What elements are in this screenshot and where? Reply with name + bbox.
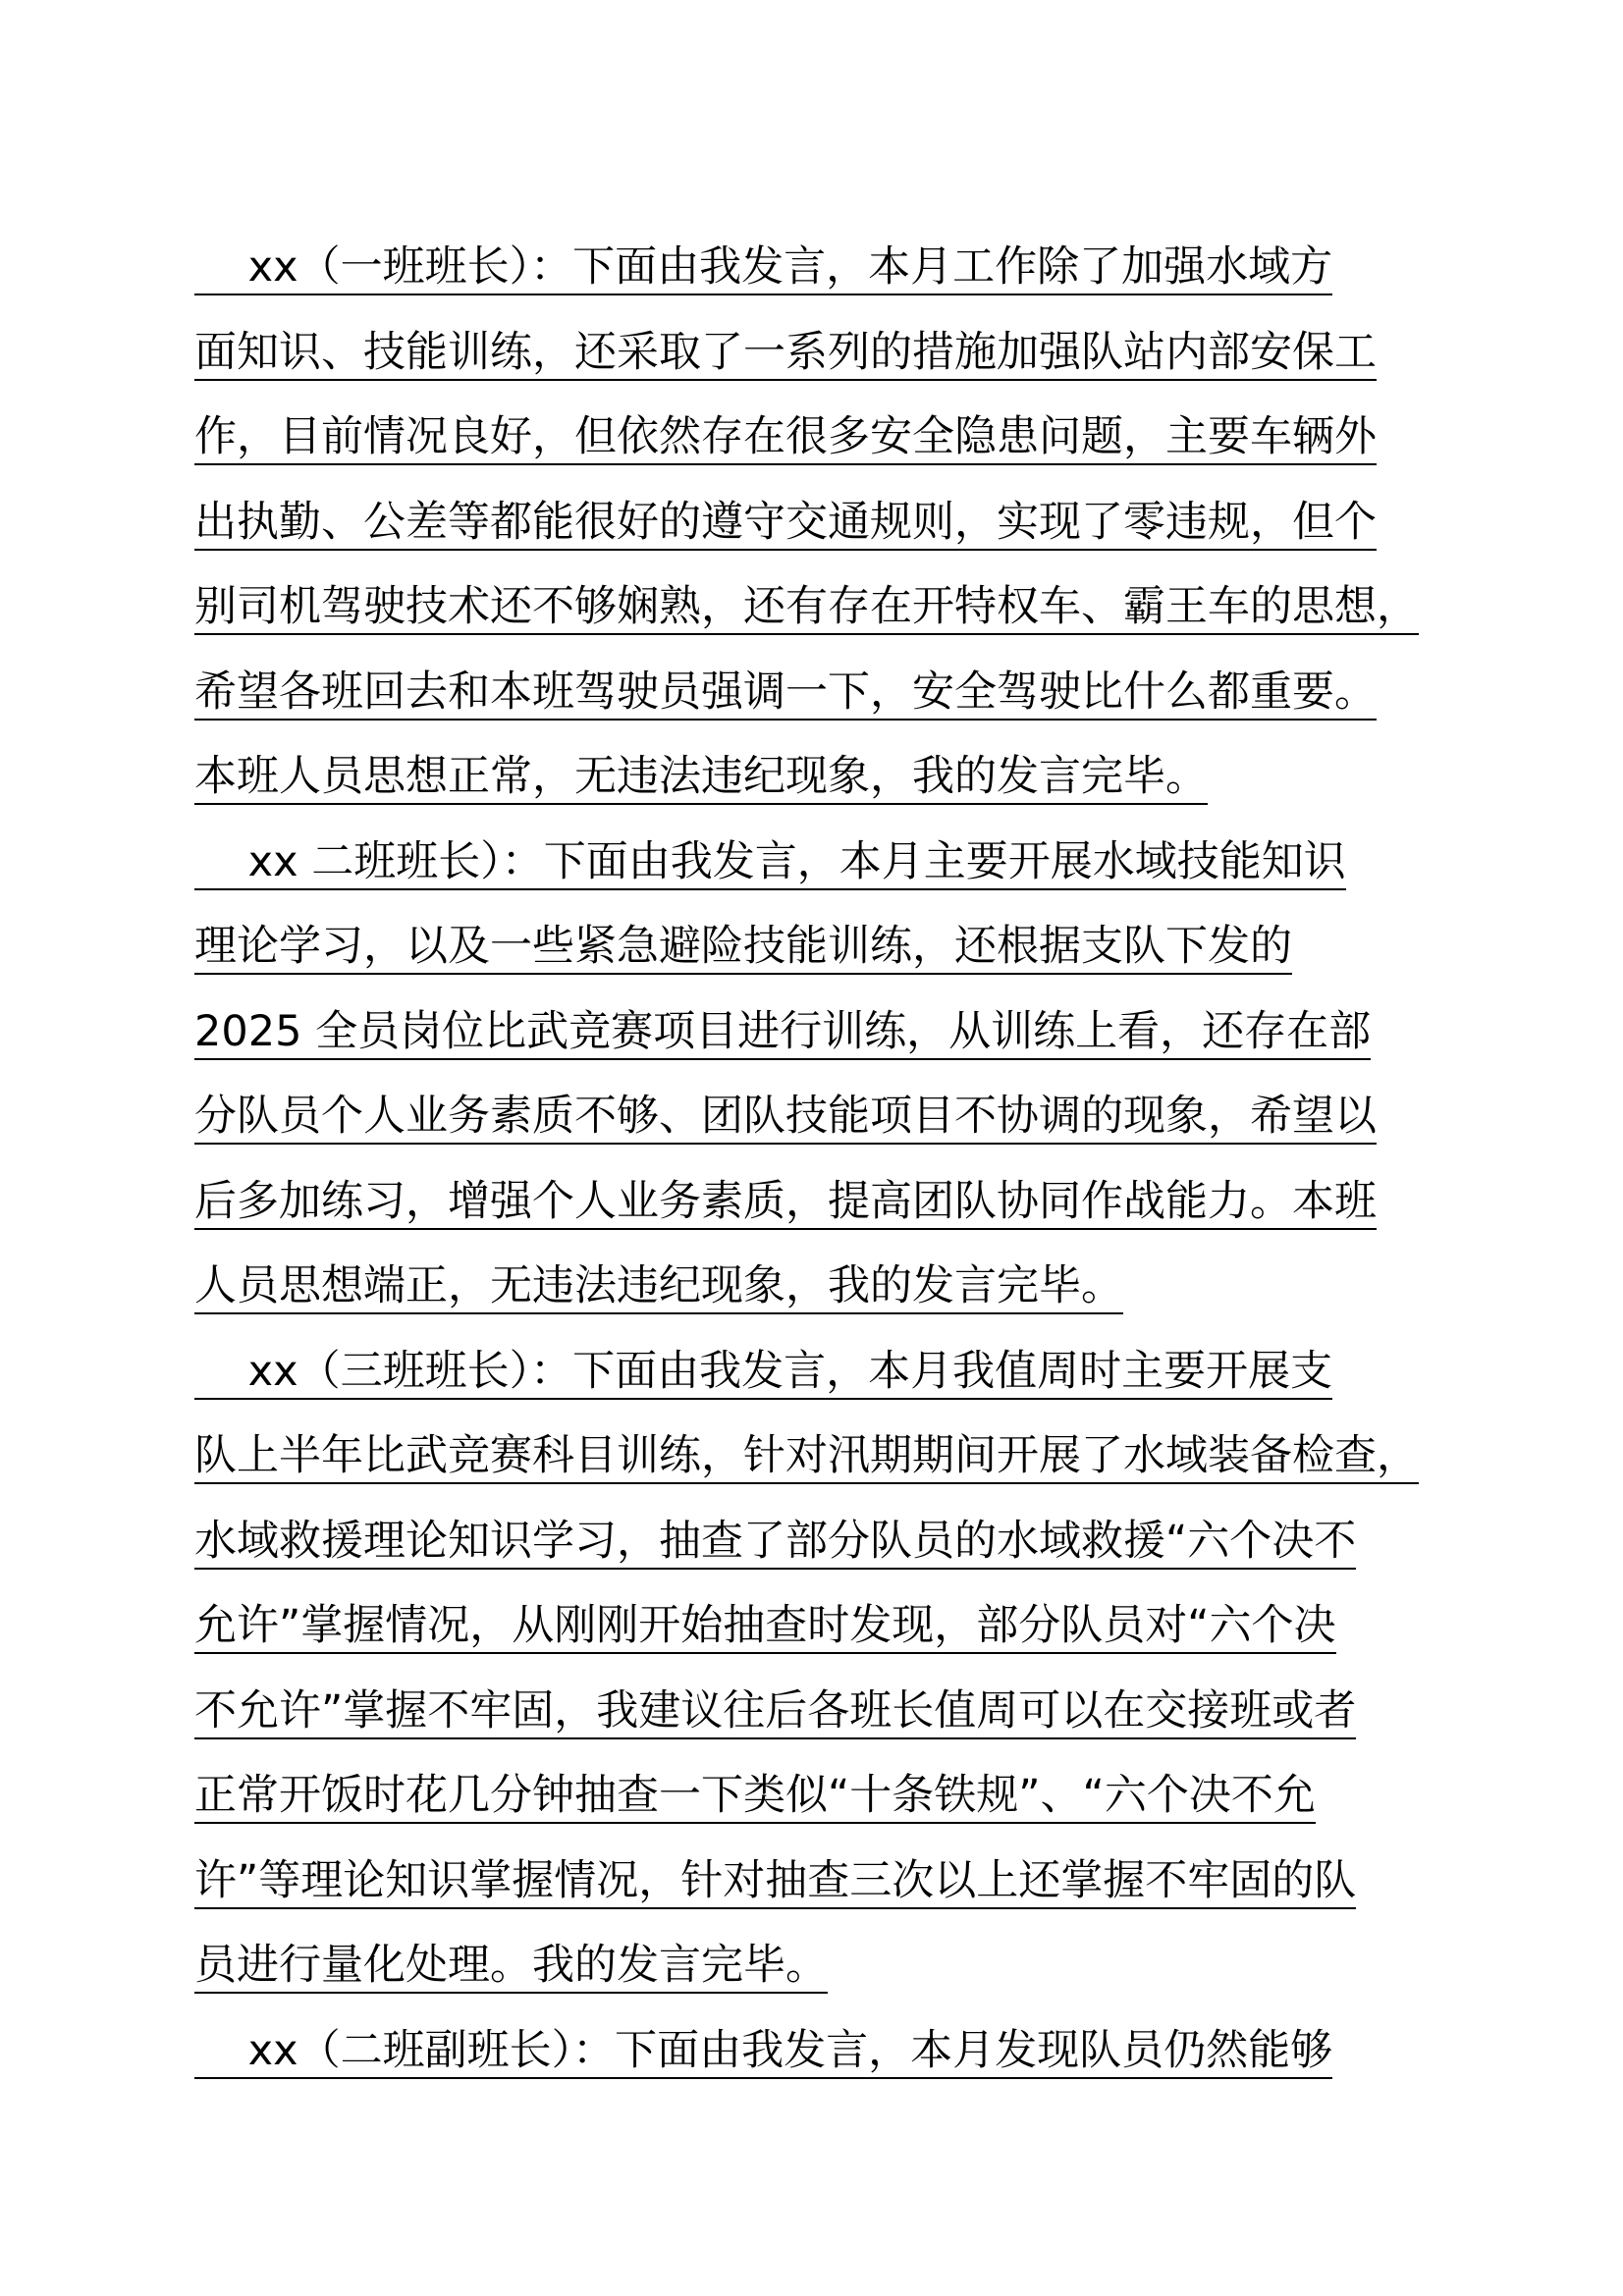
text-line-content: 作，目前情况良好，但依然存在很多安全隐患问题，主要车辆外 [194, 412, 1377, 465]
text-line [194, 911, 1490, 996]
text-line [194, 1251, 1490, 1336]
text-line [194, 401, 1490, 487]
text-line-content: 正常开饭时花几分钟抽查一下类似“十条铁规”、“六个决不允 [194, 1771, 1316, 1824]
text-line-content: 水域救援理论知识学习，抽查了部分队员的水域救援“六个决不 [194, 1517, 1356, 1570]
text-line [194, 1760, 1490, 1845]
text-line [194, 1081, 1490, 1166]
text-line [194, 487, 1490, 572]
text-line [194, 1590, 1490, 1676]
text-line-content: 分队员个人业务素质不够、团队技能项目不协调的现象，希望以 [194, 1092, 1377, 1145]
text-line-content: 许”等理论知识掌握情况，针对抽查三次以上还掌握不牢固的队 [194, 1856, 1356, 1909]
text-line [194, 317, 1490, 402]
text-line [194, 1845, 1490, 1931]
text-line [194, 2015, 1490, 2101]
document-body [194, 232, 1490, 2100]
text-line [194, 1676, 1490, 1761]
text-line-content: xx 二班班长）：下面由我发言，本月主要开展水域技能知识 [194, 837, 1346, 890]
text-line [194, 1336, 1490, 1421]
text-line-content: 希望各班回去和本班驾驶员强调一下，安全驾驶比什么都重要。 [194, 667, 1377, 721]
text-line-content: 本班人员思想正常，无违法违纪现象，我的发言完毕。 [194, 752, 1208, 805]
text-line-content: xx（一班班长）：下面由我发言，本月工作除了加强水域方 [194, 242, 1332, 295]
text-line [194, 827, 1490, 912]
text-line [194, 657, 1490, 742]
text-line-content: xx（三班班长）：下面由我发言，本月我值周时主要开展支 [194, 1347, 1332, 1400]
text-line-content: 后多加练习，增强个人业务素质，提高团队协同作战能力。本班 [194, 1177, 1377, 1230]
text-line [194, 1506, 1490, 1591]
text-line-content: 队上半年比武竞赛科目训练，针对汛期期间开展了水域装备检查， [194, 1431, 1419, 1484]
text-line-content: 别司机驾驶技术还不够娴熟，还有存在开特权车、霸王车的思想， [194, 582, 1419, 635]
text-line-content: 允许”掌握情况，从刚刚开始抽查时发现，部分队员对“六个决 [194, 1601, 1336, 1654]
text-line [194, 571, 1490, 657]
text-line-content: 人员思想端正，无违法违纪现象，我的发言完毕。 [194, 1261, 1123, 1314]
text-line-content: 出执勤、公差等都能很好的遵守交通规则，实现了零违规，但个 [194, 498, 1377, 551]
text-line [194, 1420, 1490, 1506]
text-line-content: 理论学习，以及一些紧急避险技能训练，还根据支队下发的 [194, 922, 1292, 975]
text-line-content: 不允许”掌握不牢固，我建议往后各班长值周可以在交接班或者 [194, 1686, 1356, 1739]
text-line-content: 员进行量化处理。我的发言完毕。 [194, 1941, 828, 1994]
text-line [194, 741, 1490, 827]
text-line-content: xx（二班副班长）：下面由我发言，本月发现队员仍然能够 [194, 2026, 1332, 2079]
text-line-content: 2025 全员岗位比武竞赛项目进行训练，从训练上看，还存在部 [194, 1007, 1371, 1060]
text-line [194, 232, 1490, 317]
text-line [194, 996, 1490, 1082]
text-line [194, 1930, 1490, 2015]
text-line-content: 面知识、技能训练，还采取了一系列的措施加强队站内部安保工 [194, 328, 1377, 381]
text-line [194, 1166, 1490, 1252]
